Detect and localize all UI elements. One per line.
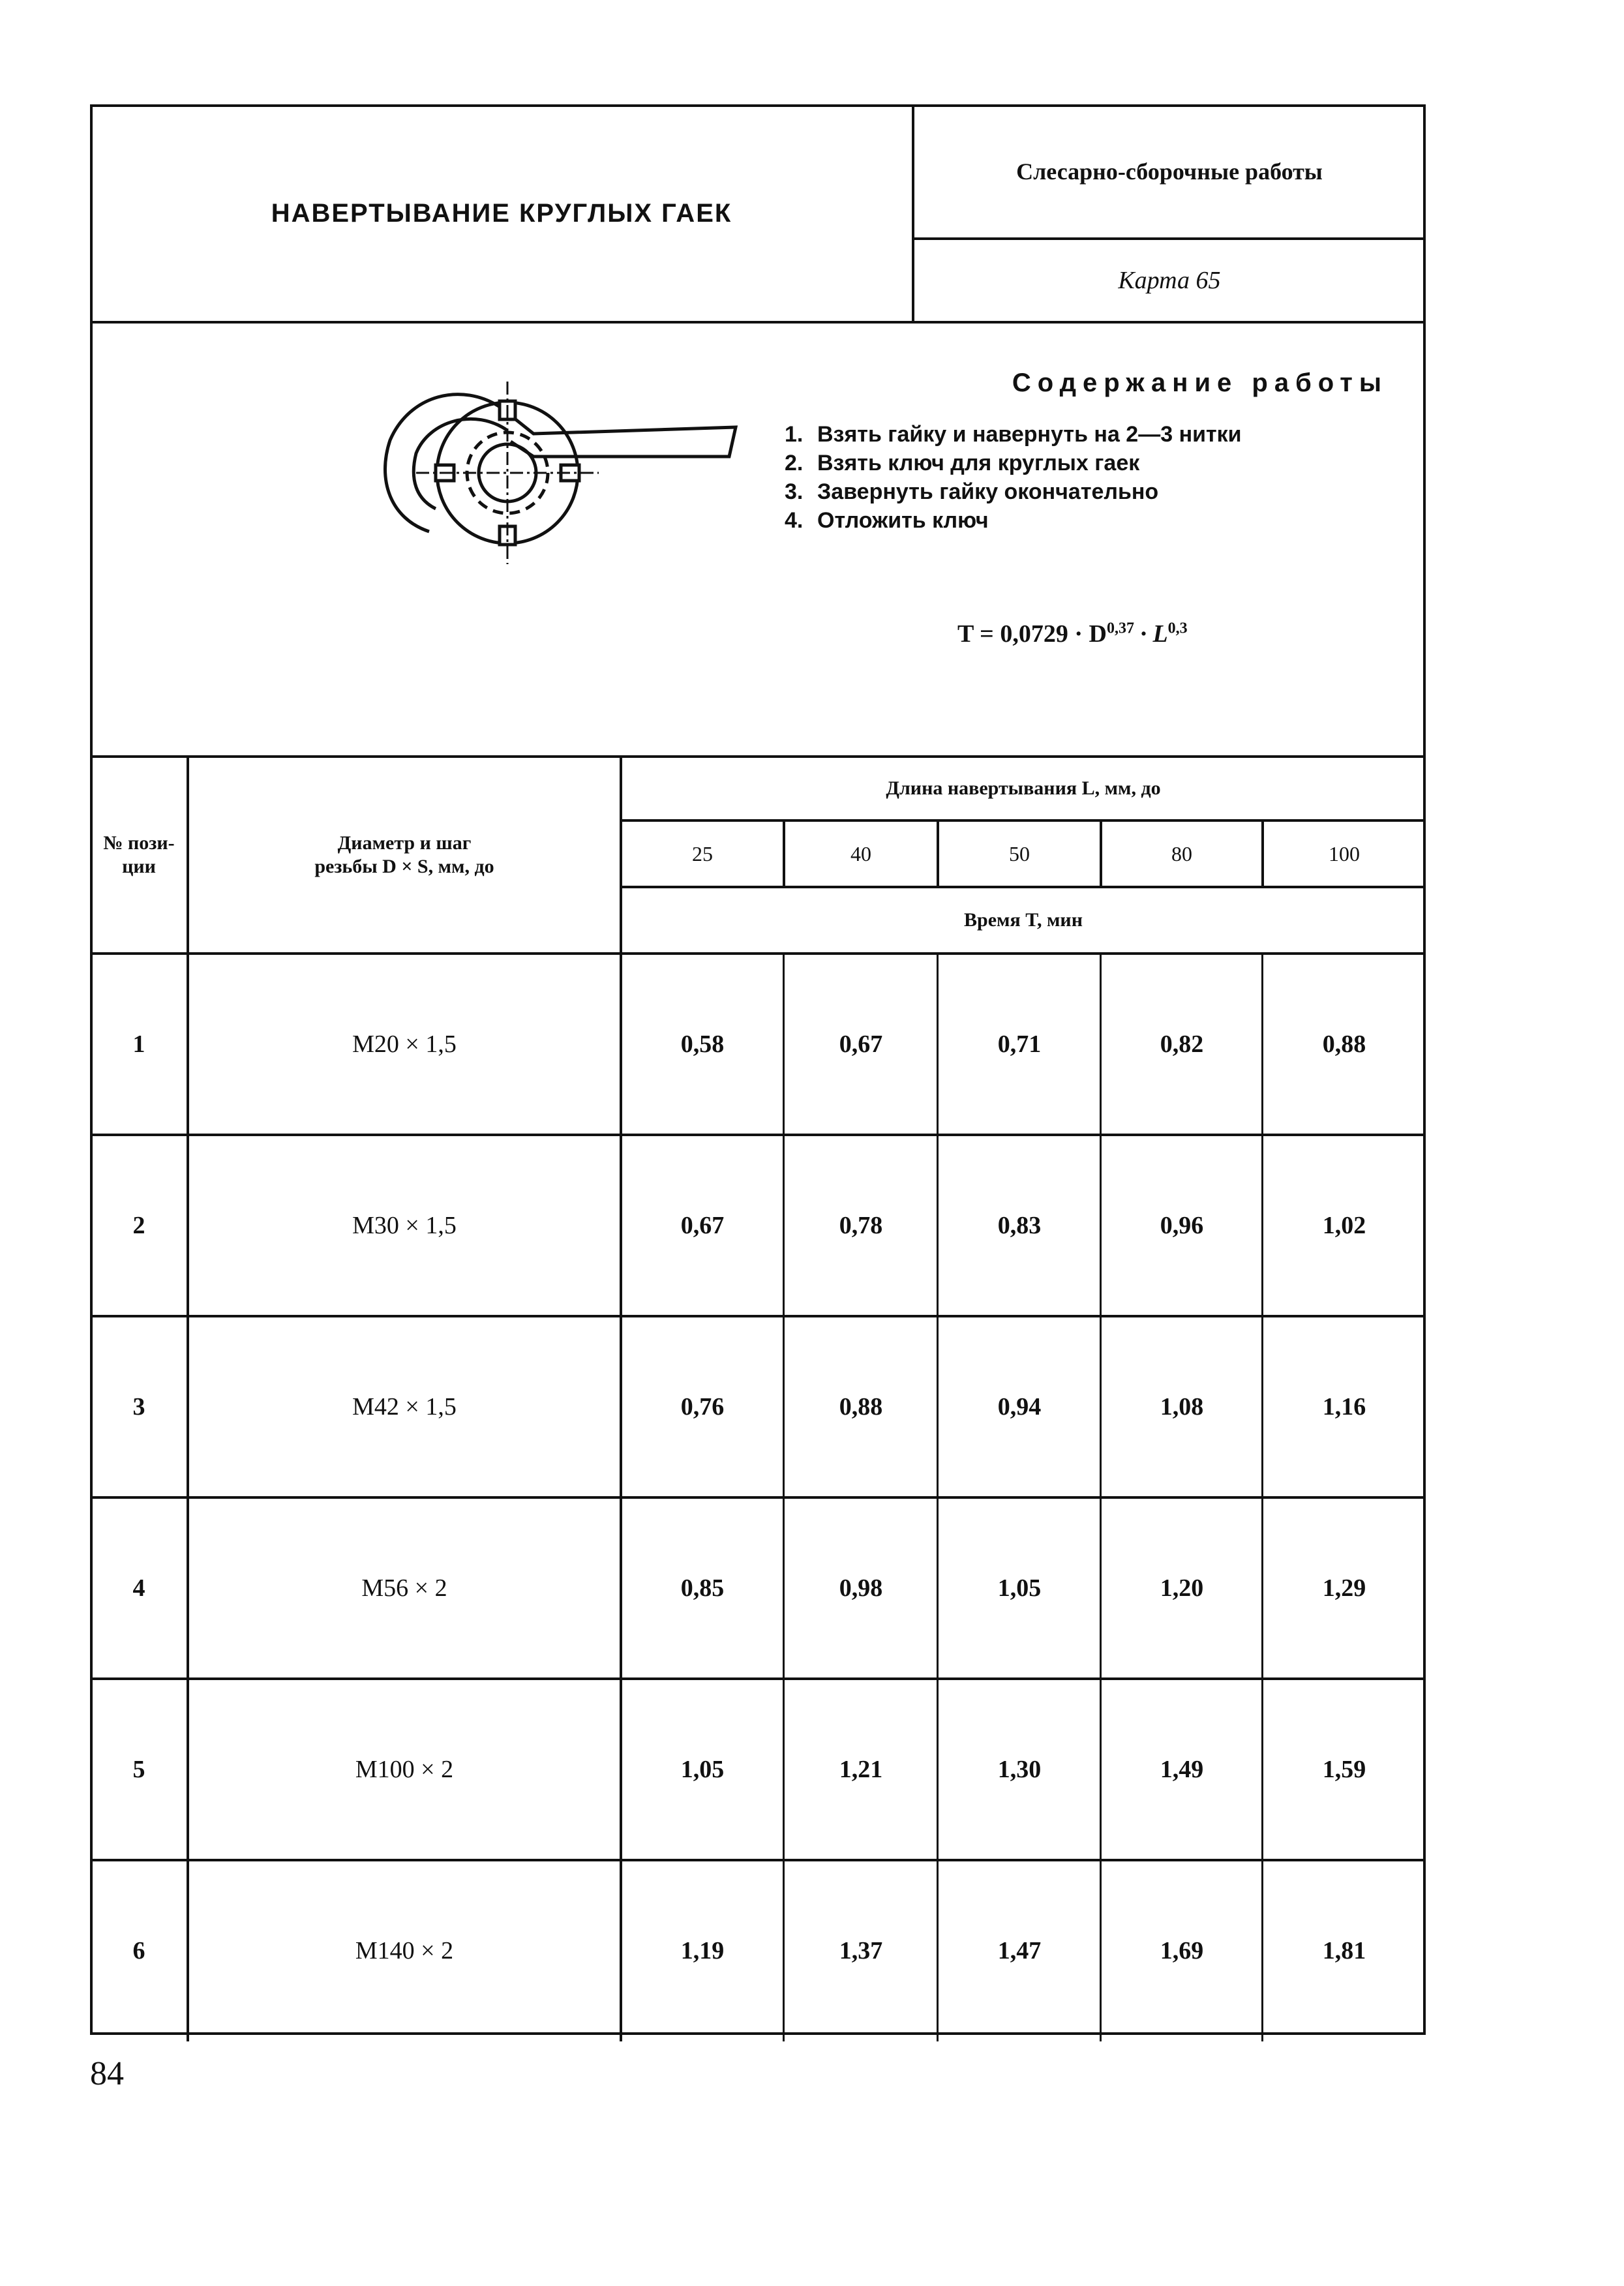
time-value: 1,49 [1160,1756,1204,1783]
column-header-position: № пози- ции [103,832,175,877]
time-value: 0,82 [1160,1030,1204,1058]
work-category: Слесарно-сборочные работы [1016,158,1323,185]
time-value: 0,96 [1160,1212,1204,1239]
thread-size: M56 × 2 [361,1574,447,1602]
length-column-header: 40 [850,842,871,865]
time-value: 1,16 [1322,1393,1366,1421]
list-item: 1. Взять гайку и навернуть на 2—3 нитки [785,422,1242,447]
work-steps-list [785,420,1372,535]
length-column-header: 80 [1171,842,1192,865]
thread-size: M100 × 2 [355,1756,454,1783]
time-value: 1,47 [997,1937,1042,1964]
table-row [90,954,1426,1135]
wrench-hook-outer [385,395,502,532]
position-number: 1 [132,1030,145,1058]
thread-size: M20 × 1,5 [352,1030,457,1058]
time-value: 1,02 [1322,1212,1366,1239]
time-value: 0,71 [997,1030,1042,1058]
time-value: 1,29 [1322,1574,1366,1602]
time-value: 1,21 [839,1756,883,1783]
time-header: Время T, мин [964,909,1083,931]
table-row [90,1497,1426,1679]
table-row [90,1316,1426,1497]
time-value: 1,19 [680,1937,725,1964]
time-value: 0,98 [839,1574,883,1602]
wrench-hook-inner [414,419,507,509]
time-value: 1,05 [680,1756,725,1783]
work-content-heading: Содержание работы [1012,368,1388,397]
time-value: 1,05 [997,1574,1042,1602]
thread-size: M140 × 2 [355,1937,454,1964]
document-sheet [90,104,1426,2035]
thread-size: M42 × 1,5 [352,1393,457,1421]
length-column-header: 25 [692,842,713,865]
position-number: 5 [132,1756,145,1783]
thread-size: M30 × 1,5 [352,1212,457,1239]
table-row [90,1679,1426,1860]
page-title: НАВЕРТЫВАНИЕ КРУГЛЫХ ГАЕК [271,198,732,228]
length-header: Длина навертывания L, мм, до [886,777,1161,799]
time-value: 1,69 [1160,1937,1204,1964]
round-nut-wrench-drawing [364,368,768,577]
page-number: 84 [90,2055,124,2092]
wrench-handle [501,408,736,457]
column-header-diameter: Диаметр и шаг резьбы D × S, мм, до [314,832,494,877]
time-value: 0,78 [839,1212,883,1239]
time-formula: T = 0,0729 · D$^{0,37}$ · L$^{0,3}$ [957,620,1188,648]
position-number: 3 [132,1393,145,1421]
time-value: 1,81 [1322,1937,1366,1964]
time-value: 0,85 [680,1574,725,1602]
card-number: Карта 65 [1118,267,1221,294]
time-value: 0,58 [680,1030,725,1058]
table-row [90,1135,1426,1316]
position-number: 6 [132,1937,145,1964]
time-value: 0,67 [680,1212,725,1239]
list-item: 2. Взять ключ для круглых гаек [785,451,1140,475]
table-row [90,1860,1426,2041]
position-number: 4 [132,1574,145,1602]
time-value: 1,30 [997,1756,1042,1783]
time-value: 0,88 [1322,1030,1366,1058]
length-column-header: 50 [1009,842,1030,865]
time-value: 0,76 [680,1393,725,1421]
time-value: 1,20 [1160,1574,1204,1602]
length-column-header: 100 [1329,842,1360,865]
time-value: 0,88 [839,1393,883,1421]
time-value: 1,08 [1160,1393,1204,1421]
time-value: 0,67 [839,1030,883,1058]
list-item: 4. Отложить ключ [785,508,989,533]
time-value: 0,94 [997,1393,1042,1421]
position-number: 2 [132,1212,145,1239]
time-value: 1,37 [839,1937,883,1964]
time-value: 1,59 [1322,1756,1366,1783]
time-value: 0,83 [997,1212,1042,1239]
list-item: 3. Завернуть гайку окончательно [785,479,1159,504]
